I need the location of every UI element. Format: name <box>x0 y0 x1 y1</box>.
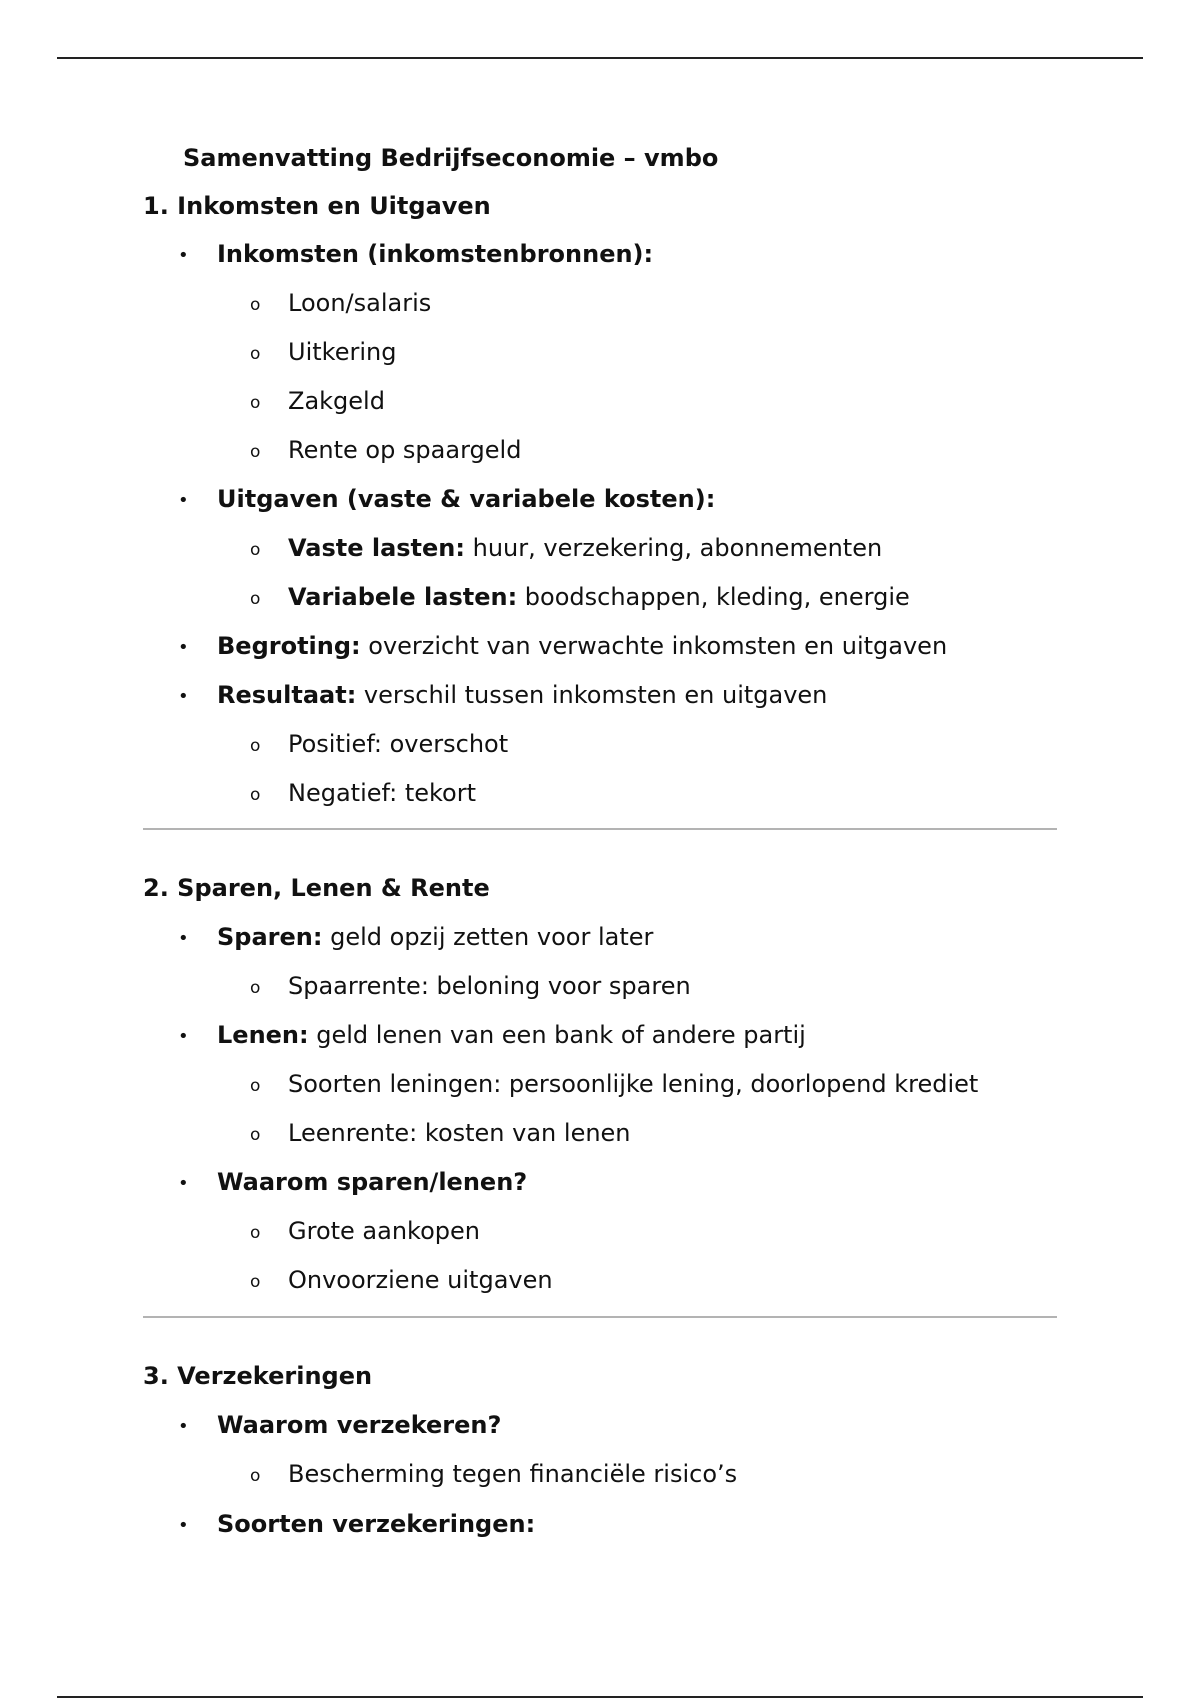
section-divider <box>143 828 1057 830</box>
list-item-waarom-verzekeren <box>178 1410 501 1442</box>
sub-item <box>250 582 910 614</box>
circle-bullet-icon: o <box>250 1076 261 1096</box>
sub-item <box>250 1118 631 1150</box>
section-heading-3: 3. Verzekeringen <box>143 1362 373 1390</box>
list-item-soorten-verzekeringen <box>178 1509 535 1541</box>
circle-bullet-icon: o <box>250 442 261 462</box>
list-item-uitgaven <box>178 484 715 516</box>
item-text: Onvoorziene uitgaven <box>288 1266 553 1294</box>
list-item-resultaat <box>178 680 827 712</box>
item-text: verschil tussen inkomsten en uitgaven <box>356 681 828 709</box>
sub-item <box>250 435 521 467</box>
sub-item <box>250 971 691 1003</box>
item-text: Leenrente: kosten van lenen <box>288 1119 631 1147</box>
list-item-waarom-sparen-lenen <box>178 1167 527 1199</box>
item-text: Loon/salaris <box>288 289 432 317</box>
item-text: Grote aankopen <box>288 1217 480 1245</box>
circle-bullet-icon: o <box>250 344 261 364</box>
circle-bullet-icon: o <box>250 1272 261 1292</box>
section-heading-2: 2. Sparen, Lenen & Rente <box>143 874 490 902</box>
list-item-lenen <box>178 1020 806 1052</box>
sub-item <box>250 1069 978 1101</box>
item-text: Bescherming tegen financiële risico’s <box>288 1460 738 1488</box>
list-item-begroting <box>178 631 947 663</box>
section-heading-1: 1. Inkomsten en Uitgaven <box>143 192 491 220</box>
item-text: huur, verzekering, abonnementen <box>465 534 883 562</box>
item-text: Rente op spaargeld <box>288 436 522 464</box>
circle-bullet-icon: o <box>250 589 261 609</box>
bullet-icon: • <box>178 637 189 658</box>
list-item-inkomsten <box>178 239 653 271</box>
item-label: Lenen: <box>217 1021 309 1049</box>
item-label: Variabele lasten: <box>288 583 518 611</box>
circle-bullet-icon: o <box>250 1125 261 1145</box>
bullet-icon: • <box>178 928 189 949</box>
item-label: Sparen: <box>217 923 323 951</box>
item-label: Waarom verzekeren? <box>217 1411 502 1439</box>
bullet-icon: • <box>178 490 189 511</box>
page-header-rule <box>57 57 1143 59</box>
item-label: Resultaat: <box>217 681 357 709</box>
circle-bullet-icon: o <box>250 393 261 413</box>
item-text: Soorten leningen: persoonlijke lening, doorlopend krediet <box>288 1070 979 1098</box>
circle-bullet-icon: o <box>250 785 261 805</box>
bullet-icon: • <box>178 686 189 707</box>
item-label: Inkomsten (inkomstenbronnen): <box>217 240 654 268</box>
sub-item <box>250 729 508 761</box>
sub-item <box>250 386 385 418</box>
item-label: Waarom sparen/lenen? <box>217 1168 528 1196</box>
item-label: Uitgaven (vaste & variabele kosten): <box>217 485 716 513</box>
sub-item <box>250 1265 553 1297</box>
item-text: geld opzij zetten voor later <box>322 923 654 951</box>
item-text: overzicht van verwachte inkomsten en uitgaven <box>360 632 948 660</box>
sub-item <box>250 337 396 369</box>
sub-item <box>250 288 431 320</box>
sub-item <box>250 778 476 810</box>
circle-bullet-icon: o <box>250 1466 261 1486</box>
circle-bullet-icon: o <box>250 295 261 315</box>
sub-item <box>250 1459 737 1491</box>
item-label: Vaste lasten: <box>288 534 465 562</box>
sub-item <box>250 1216 480 1248</box>
item-text: Positief: overschot <box>288 730 509 758</box>
bullet-icon: • <box>178 245 189 266</box>
bullet-icon: • <box>178 1173 189 1194</box>
page-footer-rule <box>57 1696 1143 1698</box>
bullet-icon: • <box>178 1416 189 1437</box>
item-text: Negatief: tekort <box>288 779 476 807</box>
circle-bullet-icon: o <box>250 1223 261 1243</box>
circle-bullet-icon: o <box>250 978 261 998</box>
item-text: Spaarrente: beloning voor sparen <box>288 972 691 1000</box>
item-text: boodschappen, kleding, energie <box>517 583 910 611</box>
item-text: Uitkering <box>288 338 397 366</box>
bullet-icon: • <box>178 1515 189 1536</box>
circle-bullet-icon: o <box>250 736 261 756</box>
document-title: Samenvatting Bedrijfseconomie – vmbo <box>183 144 719 172</box>
item-text: geld lenen van een bank of andere partij <box>308 1021 806 1049</box>
item-label: Begroting: <box>217 632 361 660</box>
bullet-icon: • <box>178 1026 189 1047</box>
item-label: Soorten verzekeringen: <box>217 1510 536 1538</box>
item-text: Zakgeld <box>288 387 385 415</box>
sub-item <box>250 533 882 565</box>
circle-bullet-icon: o <box>250 540 261 560</box>
section-divider <box>143 1316 1057 1318</box>
list-item-sparen <box>178 922 653 954</box>
